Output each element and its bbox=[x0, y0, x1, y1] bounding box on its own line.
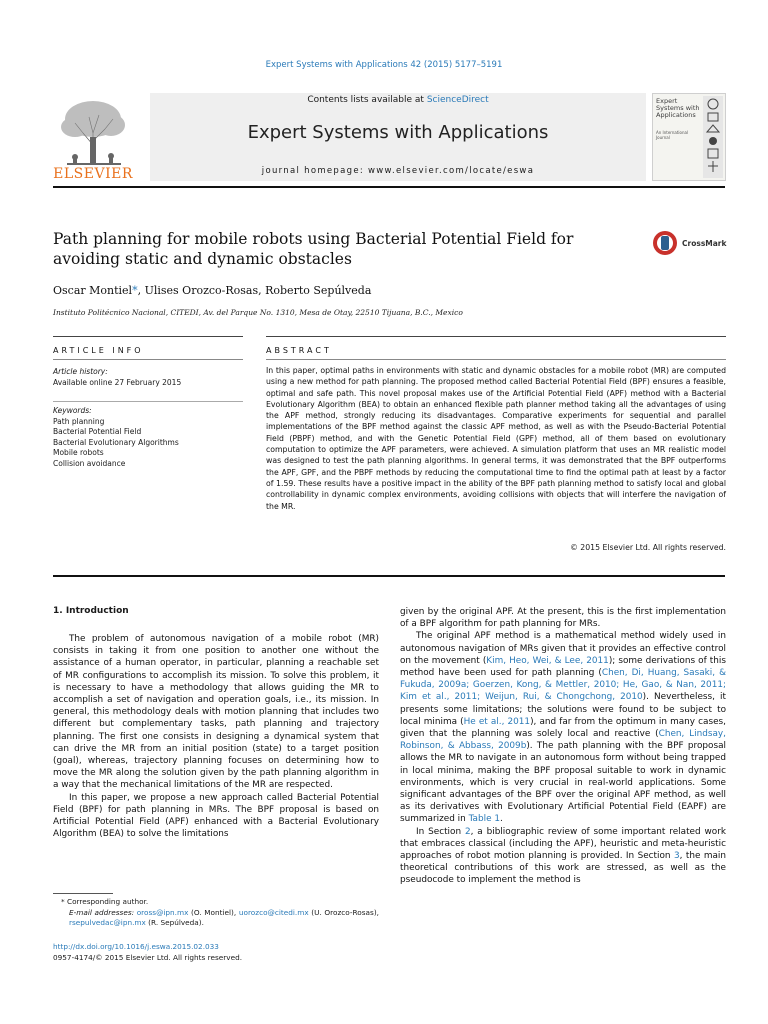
abstract-sub-rule bbox=[266, 359, 726, 360]
journal-homepage[interactable]: journal homepage: www.elsevier.com/locate/eswa bbox=[261, 166, 535, 176]
cover-icons-strip bbox=[703, 96, 723, 178]
citation-link[interactable]: Chen, Lindsay, Robinson, & Abbass, 2009b bbox=[400, 729, 726, 752]
body-column-right bbox=[400, 606, 726, 887]
email-owner: (R. Sepúlveda). bbox=[148, 918, 204, 927]
author-1: Oscar Montiel bbox=[53, 284, 133, 297]
doi-link[interactable]: http://dx.doi.org/10.1016/j.eswa.2015.02.033 bbox=[53, 942, 219, 951]
abstract-text: In this paper, optimal paths in environments with static and dynamic obstacles for a mobile robot (MR) are computed using a new method for path planning. The proposed method called Bacterial Potential Field (BPF) ensures a feasible, optimal and safe path. This novel proposal makes use of the Artificial Potential Field (APF) method with a Bacterial Evolutionary Algorithm (BEA) to obtain an enhanced flexible path planner method taking all the advantages of using the APF method, strongly reducing its disadvantages. Comparative experiments for sequential and parallel implementations of the BPF method against the classic APF method, as well as with the Pseudo-Bacterial Potential Field (PBPF) method, and with the Genetic Potential Field (GPF) method, all of them based on evolutionary computation to optimize the APF parameters, were achieved. A simulation platform that uses an MR realistic model was designed to test the path planning algorithms. In general terms, it was demonstrated that the BPF outperforms the APF, GPF, and the PBPF methods by reducing the computational time to find the optimal path at least by a factor of 1.59. These results have a positive impact in the ability of the BPF path planning method to satisfy local and global controllability in dynamic complex environments, avoiding collisions with objects that will interfere the navigation of the MR. bbox=[266, 366, 726, 511]
text: ), and far from the optimum in many cases, given that the planning was solely local and reactive ( bbox=[400, 716, 726, 740]
keywords-block bbox=[53, 406, 243, 469]
info-sub-rule bbox=[53, 359, 243, 360]
journal-citation[interactable]: Expert Systems with Applications 42 (2015) 5177–5191 bbox=[265, 60, 503, 70]
contents-prefix: Contents lists available at bbox=[307, 95, 427, 105]
email-owner: (U. Orozco-Rosas), bbox=[311, 907, 379, 917]
citation-link[interactable]: Chen, Di, Huang, Sasaki, & Fukuda, 2009a; Goerzen, Kong, & Mettler, 2010; He, Gao, & Nan, 2011; Kim et al., 2011; Weijun, Rui, & Chongchong, 2010 bbox=[400, 668, 726, 703]
crossmark-label: CrossMark bbox=[682, 239, 727, 248]
email-link[interactable]: oross@ipn.mx bbox=[136, 907, 189, 917]
article-info-heading: ARTICLE INFO bbox=[53, 346, 144, 355]
text: , a bibliographic review of some important related work that embraces classical (including the APF), heuristic and meta-heuristic approaches of robot motion planning is provided. In Section bbox=[400, 826, 726, 862]
issn-copyright: 0957-4174/© 2015 Elsevier Ltd. All rights reserved. bbox=[53, 952, 243, 962]
email-link[interactable]: rsepulvedac@ipn.mx bbox=[69, 918, 146, 927]
abstract-heading: ABSTRACT bbox=[266, 346, 332, 355]
cover-subtitle: An International Journal bbox=[656, 130, 689, 140]
email-link[interactable]: uorozco@citedi.mx bbox=[238, 907, 309, 917]
paper-title: Path planning for mobile robots using Bacterial Potential Field for avoiding static and dynamic obstacles bbox=[53, 230, 574, 268]
author-list bbox=[53, 284, 371, 297]
paragraph: given by the original APF. At the present, this is the first implementation of a BPF algorithm for path planning for MRs. bbox=[400, 607, 726, 630]
doi-block bbox=[53, 942, 242, 963]
authors-rest: , Ulises Orozco-Rosas, Roberto Sepúlveda bbox=[137, 284, 372, 297]
history-label: Article history: bbox=[53, 367, 108, 376]
keyword: Mobile robots bbox=[53, 448, 104, 457]
keyword: Bacterial Potential Field bbox=[53, 427, 142, 436]
text: ); some derivations of this method have been used for path planning ( bbox=[400, 655, 726, 679]
text: The original APF method is a mathematical method widely used in autonomous navigation of MRs given that it provides an effective control on the movement ( bbox=[400, 631, 726, 666]
abstract-top-rule bbox=[266, 336, 726, 337]
header-rule bbox=[53, 186, 725, 188]
section-link[interactable]: 3 bbox=[673, 851, 680, 862]
article-history bbox=[53, 367, 243, 388]
affiliation: Instituto Politécnico Nacional, CITEDI, Av. del Parque No. 1310, Mesa de Otay, 22510 Tijuana, B.C., Mexico bbox=[53, 308, 463, 317]
abstract-copyright: © 2015 Elsevier Ltd. All rights reserved. bbox=[570, 543, 726, 552]
contents-line bbox=[150, 95, 646, 105]
citation-link[interactable]: He et al., 2011 bbox=[463, 716, 531, 727]
footnote-rule bbox=[53, 893, 113, 894]
journal-cover-thumbnail bbox=[652, 93, 726, 181]
text: ). Nevertheless, it presents some limitations; the solutions were found to be subject to local minima ( bbox=[400, 692, 726, 727]
section-link[interactable]: 2 bbox=[464, 826, 471, 837]
crossmark-icon bbox=[652, 230, 678, 256]
elsevier-wordmark: ELSEVIER bbox=[53, 166, 133, 182]
text: In Section bbox=[416, 826, 465, 837]
text: ). The path planning with the BPF proposal allows the MR to navigate in an autonomous form without being trapped in local minima, making the BPF proposal suitable to work in dynamic environments, which is very crucial in real-world applications. Some significant advantages of the BPF over the original APF method, as well as its derivatives with Evolutionary Artificial Potential Field (EAPF) are summarized in bbox=[400, 741, 726, 825]
citation-link[interactable]: Kim, Heo, Wei, & Lee, 2011 bbox=[486, 655, 609, 666]
body-column-left bbox=[53, 633, 379, 840]
cover-title: Expert Systems with Applications bbox=[656, 97, 700, 119]
keyword: Path planning bbox=[53, 416, 105, 426]
paragraph: The problem of autonomous navigation of a mobile robot (MR) consists in taking it from one position to another one without the assistance of a human operator, in particular, planning a reachable set of MR configurations to accomplish its mission. To solve this problem, it is necessary to have a methodology that allows guiding the MR to accomplish a set of navigation and operation goals, i.e., its mission. In general, this methodology deals with motion planning that includes two different but complementary tasks, path planning and trajectory planning. The first one consists in designing a dynamical system that can drive the MR from an initial position (state) to a target position (goal), whereas, trajectory planning focuses on determining how to move the MR along the solution given by the path planning algorithm in a way that the mechanical limitations of the MR are respected. bbox=[53, 634, 379, 791]
keyword: Collision avoidance bbox=[53, 458, 126, 468]
footnote-mark: * bbox=[61, 897, 65, 906]
paragraph: In this paper, we propose a new approach called Bacterial Potential Field (BPF) for path planning in MRs. The BPF proposal is based on Artificial Potential Field (APF) enhanced with a Bacterial Evolutionary Algorithm (BEA) to solve the limitations bbox=[53, 792, 379, 840]
text: , the main theoretical contributions of this work are stressed, as well as the pseudocode to implement the method is bbox=[400, 851, 727, 886]
table-link[interactable]: Table 1 bbox=[468, 814, 500, 825]
crossmark-badge[interactable] bbox=[652, 230, 732, 258]
abstract-bottom-rule bbox=[53, 575, 725, 577]
email-label: E-mail addresses: bbox=[69, 907, 135, 917]
sciencedirect-link[interactable]: ScienceDirect bbox=[426, 95, 489, 105]
email-owner: (O. Montiel), bbox=[191, 907, 237, 917]
paragraph bbox=[400, 630, 726, 825]
paragraph bbox=[400, 826, 726, 887]
corresponding-author-mark[interactable]: * bbox=[132, 284, 138, 297]
section-title: 1. Introduction bbox=[53, 606, 129, 616]
corresponding-author-note: Corresponding author. bbox=[66, 897, 149, 906]
keywords-rule bbox=[53, 401, 243, 402]
keyword: Bacterial Evolutionary Algorithms bbox=[53, 437, 179, 447]
text: . bbox=[500, 814, 503, 825]
journal-title: Expert Systems with Applications bbox=[247, 122, 549, 143]
footnote bbox=[53, 897, 379, 929]
info-top-rule bbox=[53, 336, 243, 337]
history-value: Available online 27 February 2015 bbox=[53, 377, 182, 387]
keywords-label: Keywords: bbox=[53, 406, 92, 415]
